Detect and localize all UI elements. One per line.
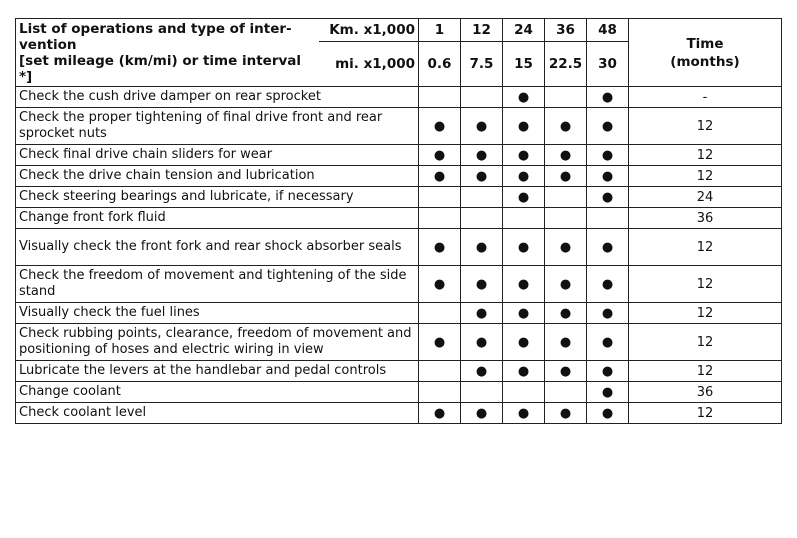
interval-cell (587, 187, 629, 208)
interval-cell (503, 403, 545, 424)
bullet-icon: ● (559, 118, 572, 134)
bullet-icon: ● (601, 239, 614, 255)
interval-cell (419, 324, 461, 361)
table-row (16, 382, 782, 403)
interval-cell (587, 229, 629, 266)
bullet-icon: ● (517, 334, 530, 350)
interval-cell (503, 208, 545, 229)
interval-cell (587, 361, 629, 382)
mi-value-5: 30 (587, 42, 629, 87)
km-value-2: 12 (461, 19, 503, 42)
bullet-icon: ● (601, 89, 614, 105)
interval-cell (419, 403, 461, 424)
bullet-icon: ● (475, 118, 488, 134)
bullet-icon: ● (517, 363, 530, 379)
table-row (16, 87, 782, 108)
header-title (16, 19, 319, 87)
interval-cell (461, 382, 503, 403)
bullet-icon: ● (517, 189, 530, 205)
km-value-3: 24 (503, 19, 545, 42)
interval-cell (587, 403, 629, 424)
interval-cell (419, 303, 461, 324)
interval-cell (461, 108, 503, 145)
mi-unit-label: mi. x1,000 (319, 42, 419, 87)
operation-cell: Check the proper tightening of final drive front and rear sprocket nuts (16, 108, 419, 145)
bullet-icon: ● (517, 305, 530, 321)
table-row (16, 229, 782, 266)
table-row (16, 266, 782, 303)
time-cell: 36 (629, 382, 782, 403)
bullet-icon: ● (601, 334, 614, 350)
operation-cell: Check rubbing points, clearance, freedom of movement and positioning of hoses and electric wiring in view (16, 324, 419, 361)
bullet-icon: ● (475, 276, 488, 292)
interval-cell (545, 266, 587, 303)
table-row (16, 208, 782, 229)
bullet-icon: ● (475, 334, 488, 350)
interval-cell (461, 145, 503, 166)
interval-cell (503, 187, 545, 208)
bullet-icon: ● (601, 168, 614, 184)
km-unit-label: Km. x1,000 (319, 19, 419, 42)
interval-cell (503, 145, 545, 166)
header-title-line-4: *] (19, 69, 33, 85)
interval-cell (545, 403, 587, 424)
interval-cell (587, 87, 629, 108)
interval-cell (545, 108, 587, 145)
mi-value-1: 0.6 (419, 42, 461, 87)
operation-cell: Lubricate the levers at the handlebar and pedal controls (16, 361, 419, 382)
table-body (16, 87, 782, 424)
bullet-icon: ● (517, 118, 530, 134)
mi-value-4: 22.5 (545, 42, 587, 87)
bullet-icon: ● (433, 118, 446, 134)
operation-cell: Change front fork fluid (16, 208, 419, 229)
km-value-4: 36 (545, 19, 587, 42)
operation-cell: Check steering bearings and lubricate, if necessary (16, 187, 419, 208)
interval-cell (461, 229, 503, 266)
time-header-line-1: Time (686, 35, 724, 52)
bullet-icon: ● (601, 147, 614, 163)
time-cell: 12 (629, 361, 782, 382)
km-value-1: 1 (419, 19, 461, 42)
bullet-icon: ● (601, 305, 614, 321)
interval-cell (587, 166, 629, 187)
bullet-icon: ● (601, 189, 614, 205)
header-title-line-3: [set mileage (km/mi) or time interval (19, 53, 302, 69)
interval-cell (587, 108, 629, 145)
bullet-icon: ● (601, 405, 614, 421)
time-cell: 12 (629, 145, 782, 166)
interval-cell (419, 87, 461, 108)
interval-cell (461, 208, 503, 229)
time-cell: - (629, 87, 782, 108)
bullet-icon: ● (433, 239, 446, 255)
time-header (629, 19, 782, 87)
interval-cell (545, 87, 587, 108)
operation-cell: Visually check the front fork and rear shock absorber seals (16, 229, 419, 266)
bullet-icon: ● (475, 239, 488, 255)
table-row (16, 361, 782, 382)
interval-cell (461, 87, 503, 108)
interval-cell (503, 382, 545, 403)
operation-cell: Change coolant (16, 382, 419, 403)
table-row (16, 303, 782, 324)
interval-cell (461, 403, 503, 424)
interval-cell (587, 303, 629, 324)
interval-cell (545, 361, 587, 382)
bullet-icon: ● (475, 168, 488, 184)
operation-cell: Check coolant level (16, 403, 419, 424)
bullet-icon: ● (559, 405, 572, 421)
operation-cell: Check the cush drive damper on rear sprocket (16, 87, 419, 108)
operation-cell: Check the freedom of movement and tightening of the side stand (16, 266, 419, 303)
interval-cell (419, 229, 461, 266)
interval-cell (503, 303, 545, 324)
bullet-icon: ● (559, 168, 572, 184)
bullet-icon: ● (601, 276, 614, 292)
interval-cell (503, 229, 545, 266)
interval-cell (545, 382, 587, 403)
interval-cell (461, 266, 503, 303)
bullet-icon: ● (517, 405, 530, 421)
interval-cell (545, 303, 587, 324)
interval-cell (545, 166, 587, 187)
maintenance-table (15, 18, 782, 424)
interval-cell (419, 208, 461, 229)
interval-cell (461, 361, 503, 382)
interval-cell (419, 382, 461, 403)
bullet-icon: ● (475, 363, 488, 379)
time-cell: 12 (629, 324, 782, 361)
bullet-icon: ● (475, 405, 488, 421)
interval-cell (503, 266, 545, 303)
interval-cell (545, 324, 587, 361)
bullet-icon: ● (517, 89, 530, 105)
interval-cell (545, 145, 587, 166)
mi-value-2: 7.5 (461, 42, 503, 87)
table-row (16, 166, 782, 187)
km-value-5: 48 (587, 19, 629, 42)
interval-cell (545, 229, 587, 266)
bullet-icon: ● (475, 305, 488, 321)
time-cell: 12 (629, 229, 782, 266)
bullet-icon: ● (601, 384, 614, 400)
mi-value-3: 15 (503, 42, 545, 87)
time-cell: 12 (629, 266, 782, 303)
interval-cell (587, 266, 629, 303)
table-row (16, 145, 782, 166)
interval-cell (419, 187, 461, 208)
table-row (16, 108, 782, 145)
bullet-icon: ● (559, 147, 572, 163)
bullet-icon: ● (517, 276, 530, 292)
bullet-icon: ● (559, 363, 572, 379)
interval-cell (419, 266, 461, 303)
interval-cell (419, 361, 461, 382)
bullet-icon: ● (433, 334, 446, 350)
table-row (16, 403, 782, 424)
interval-cell (587, 145, 629, 166)
bullet-icon: ● (601, 118, 614, 134)
time-cell: 12 (629, 108, 782, 145)
table-row (16, 324, 782, 361)
bullet-icon: ● (559, 276, 572, 292)
interval-cell (503, 108, 545, 145)
bullet-icon: ● (433, 276, 446, 292)
interval-cell (419, 108, 461, 145)
interval-cell (503, 361, 545, 382)
bullet-icon: ● (433, 147, 446, 163)
interval-cell (587, 208, 629, 229)
bullet-icon: ● (601, 363, 614, 379)
bullet-icon: ● (433, 168, 446, 184)
bullet-icon: ● (559, 239, 572, 255)
bullet-icon: ● (517, 168, 530, 184)
time-cell: 12 (629, 403, 782, 424)
interval-cell (587, 324, 629, 361)
operation-cell: Check final drive chain sliders for wear (16, 145, 419, 166)
bullet-icon: ● (517, 147, 530, 163)
header-title-line-1: List of operations and type of inter- (19, 21, 292, 37)
operation-cell: Check the drive chain tension and lubrication (16, 166, 419, 187)
time-cell: 24 (629, 187, 782, 208)
bullet-icon: ● (559, 305, 572, 321)
interval-cell (587, 382, 629, 403)
interval-cell (461, 166, 503, 187)
header-row-km (16, 19, 782, 42)
interval-cell (461, 324, 503, 361)
interval-cell (545, 187, 587, 208)
interval-cell (503, 87, 545, 108)
header-title-line-2: vention (19, 37, 77, 53)
interval-cell (503, 324, 545, 361)
interval-cell (461, 303, 503, 324)
maintenance-schedule (15, 18, 781, 424)
interval-cell (545, 208, 587, 229)
interval-cell (419, 166, 461, 187)
time-cell: 12 (629, 303, 782, 324)
bullet-icon: ● (475, 147, 488, 163)
operation-cell: Visually check the fuel lines (16, 303, 419, 324)
time-cell: 12 (629, 166, 782, 187)
interval-cell (503, 166, 545, 187)
bullet-icon: ● (559, 334, 572, 350)
table-row (16, 187, 782, 208)
bullet-icon: ● (517, 239, 530, 255)
interval-cell (461, 187, 503, 208)
time-header-line-2: (months) (670, 53, 740, 70)
interval-cell (419, 145, 461, 166)
bullet-icon: ● (433, 405, 446, 421)
time-cell: 36 (629, 208, 782, 229)
